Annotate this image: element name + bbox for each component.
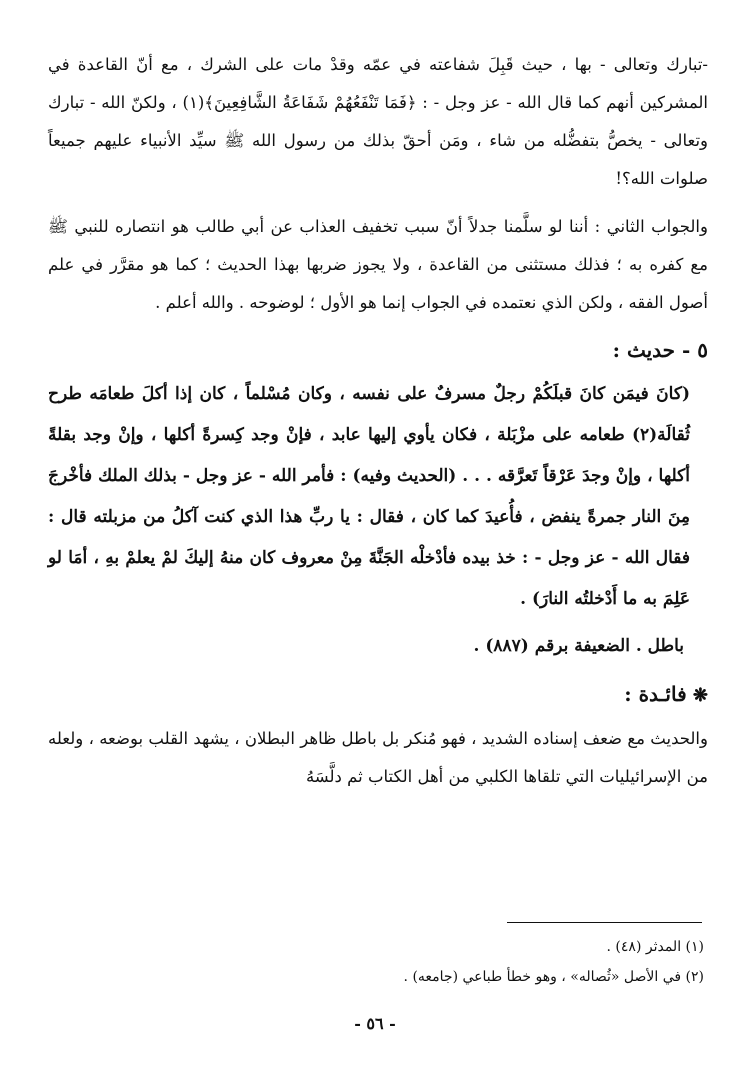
footnote-2: (٢) في الأصل «ثُصاله» ، وهو خطأ طباعي (جامعه) .: [403, 969, 704, 985]
benefit-heading: ❋ فائـدة :: [48, 674, 708, 716]
paragraph-first-answer: -تبارك وتعالى - بها ، حيث قَبِلَ شفاعته في عمّه وقدْ مات على الشرك ، مع أنّ القاعدة في المشركين أنهم كما قال الله - عز وجل - : ﴿فَمَا تَنْفَعُهُمْ شَفَاعَةُ الشَّافِعِينَ﴾(١) ، ولكنّ الله - تبارك وتعالى - يخصُّ بتفضُّله من شاء ، ومَن أحقّ بذلك من رسول الله ﷺ سيِّد الأنبياء عليهم جميعاً صلوات الله؟!: [48, 55, 708, 188]
hadith-heading: ٥ - حديث :: [612, 338, 708, 362]
benefit-text: والحديث مع ضعف إسناده الشديد ، فهو مُنكر بل باطل ظاهر البطلان ، يشهد القلب بوضعه ، ولعله من الإسرائيليات التي تلقاها الكلبي من أهل الكتاب ثم دلَّسَهُ: [48, 729, 708, 786]
paragraph-second-answer: والجواب الثاني : أننا لو سلَّمنا جدلاً أنّ سبب تخفيف العذاب عن أبي طالب هو انتصاره للنبي ﷺ مع كفره به ؛ فذلك مستثنى من القاعدة ، ولا يجوز ضربها بهذا الحديث ؛ كما هو مقرَّر في علم أصول الفقه ، ولكن الذي نعتمده في الجواب إنما هو الأول ؛ لوضوحه . والله أعلم .: [48, 217, 708, 312]
page-number: - ٥٦ -: [354, 1014, 396, 1033]
footnote-1: (١) المدثر (٤٨) .: [606, 939, 704, 955]
footnotes: [48, 932, 708, 992]
hadith-text: (كانَ فيمَن كانَ قبلَكُمْ رجلٌ مسرفٌ على نفسه ، وكان مُسْلماً ، كان إذا أكلَ طعامَه طرح ثُقالَة(٢) طعامه على مزْبَلة ، فكان يأوي إليها عابد ، فإنْ وجد كِسرةً أكلها ، وإنْ وجد بقلةً أكلها ، وإنْ وجدَ عَرْقاً تَعرَّقه . . . (الحديث وفيه) : فأمر الله - عز وجل - بذلك الملك فأخْرجَ مِنَ النار جمرةً ينفض ، فأُعيدَ كما كان ، فقال : يا ربِّ هذا الذي كنت آكلُ من مزبلته قال : فقال الله - عز وجل - : خذ بيده فأدْخلْه الجَنَّةَ مِنْ معروف كان منهُ إليكَ لمْ يعلمْ بهِ ، أمَا لو عَلِمَ به ما أَدْخلتُه النارَ) .: [48, 384, 690, 609]
hadith-ruling: باطل . الضعيفة برقم (٨٨٧) .: [473, 636, 684, 656]
page-body: [48, 46, 708, 796]
footnote-divider: [507, 922, 702, 923]
